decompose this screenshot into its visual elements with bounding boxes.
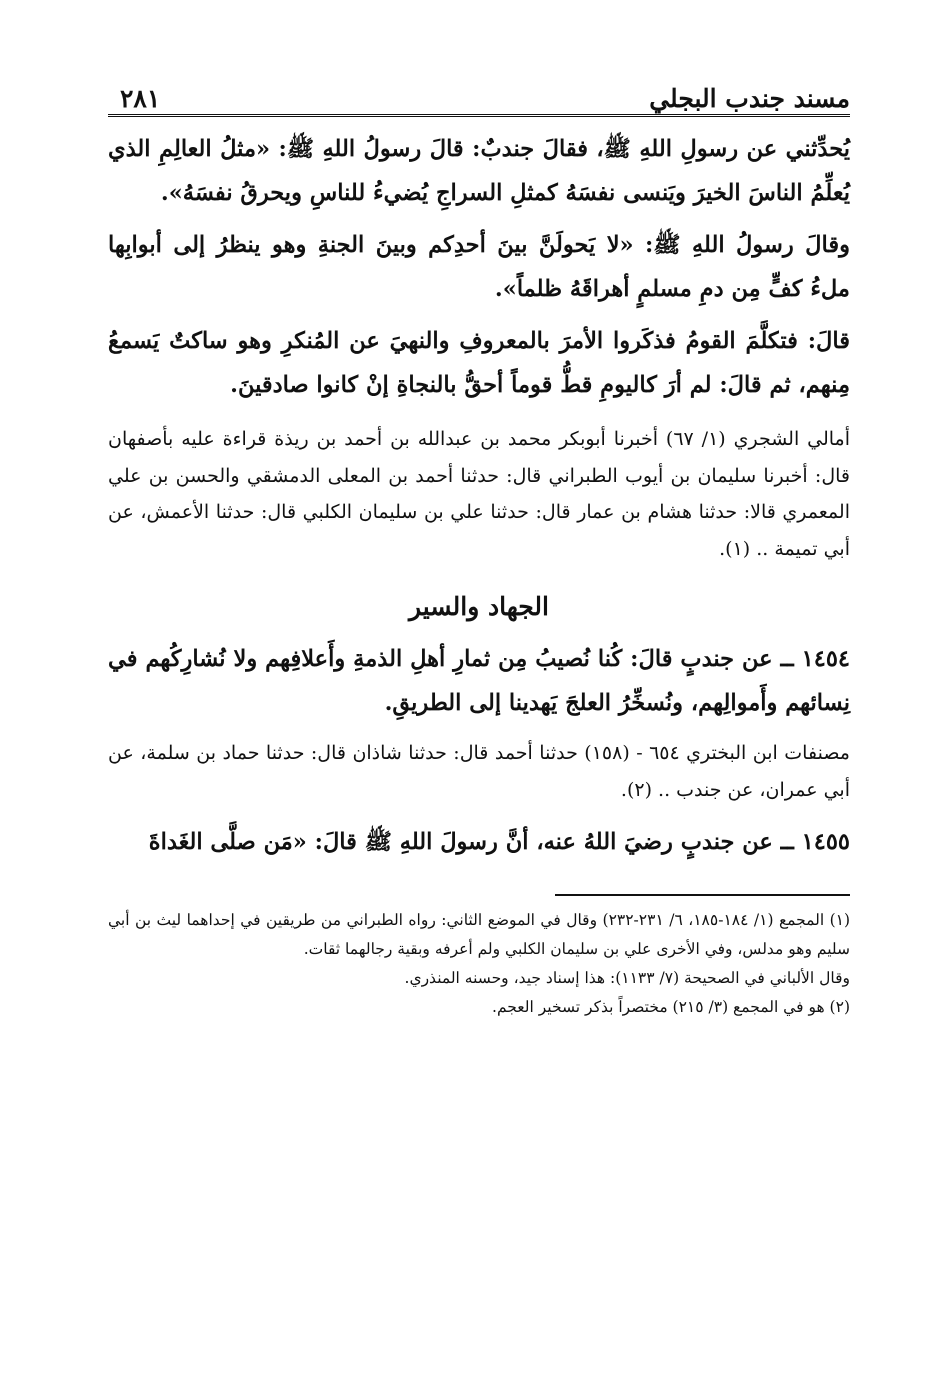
hadith-1455: ١٤٥٥ ــ عن جندبٍ رضيَ اللهُ عنه، أنَّ رسولَ اللهِ ﷺ قالَ: «مَن صلَّى الغَداةَ	[148, 829, 850, 855]
hadith-1454: ١٤٥٤ ــ عن جندبٍ قالَ: كُنا نُصيبُ مِن ثمارِ أهلِ الذمةِ وأَعلافِهم ولا نُشارِكُهم في نِسائهم وأَموالِهم، ونُسخِّرُ العلجَ يَهدينا إلى الطريقِ.	[108, 646, 850, 716]
hadith-paragraph: يُحدِّثني عن رسولِ اللهِ ﷺ، فقالَ جندبٌ: قالَ رسولُ اللهِ ﷺ: «مثلُ العالِمِ الذي يُعلِّمُ الناسَ الخيرَ ويَنسى نفسَهُ كمثلِ السراجِ يُضيءُ للناسِ ويحرقُ نفسَهُ».	[108, 136, 850, 206]
footnote-1-continuation: وقال الألباني في الصحيحة (٧/ ١١٣٣): هذا إسناد جيد، وحسنه المنذري.	[404, 969, 850, 987]
running-title: مسند جندب البجلي	[649, 84, 850, 113]
hadith-paragraph: وقالَ رسولُ اللهِ ﷺ: «لا يَحولَنَّ بينَ أحدِكم وبينَ الجنةِ وهو ينظرُ إلى أبوابِها ملءُ كفٍّ مِن دمِ مسلمٍ أهراقَهُ ظلماً».	[108, 232, 850, 302]
source-citation: أمالي الشجري (١/ ٦٧) أخبرنا أبوبكر محمد بن عبدالله بن أحمد بن ريذة قراءة عليه بأصفهان قال: أخبرنا سليمان بن أيوب الطبراني قال: حدثنا أحمد بن المعلى الدمشقي والحسن بن علي المعمري قالا: حدثنا هشام بن عمار قال: حدثنا علي بن سليمان الكلبي قال: حدثنا الأعمش، عن أبي تميمة .. (١).	[108, 428, 850, 560]
hadith-paragraph: قالَ: فتكلَّمَ القومُ فذكَروا الأمرَ بالمعروفِ والنهيَ عن المُنكرِ وهو ساكتٌ يَسمعُ مِنهم، ثم قالَ: لم أرَ كاليومِ قطُّ قوماً أحقُّ بالنجاةِ إنْ كانوا صادقينَ.	[108, 328, 850, 398]
page-number: ٢٨١	[120, 84, 161, 113]
section-heading: الجهاد والسير	[409, 592, 549, 621]
footnote-2: (٢) هو في المجمع (٣/ ٢١٥) مختصراً بذكر تسخير العجم.	[492, 998, 850, 1016]
footnote-1: (١) المجمع (١/ ١٨٤-١٨٥، ٦/ ٢٣١-٢٣٢) وقال في الموضع الثاني: رواه الطبراني من طريقين في إحداهما ليث بن أبي سليم وهو مدلس، وفي الأخرى علي بن سليمان الكلبي ولم أعرفه وبقية رجالهما ثقات.	[108, 911, 851, 958]
book-page	[108, 84, 850, 1022]
page-header	[108, 84, 850, 117]
source-citation: مصنفات ابن البختري ٦٥٤ - (١٥٨) حدثنا أحمد قال: حدثنا شاذان قال: حدثنا حماد بن سلمة، عن أبي عمران، عن جندب .. (٢).	[108, 742, 850, 801]
